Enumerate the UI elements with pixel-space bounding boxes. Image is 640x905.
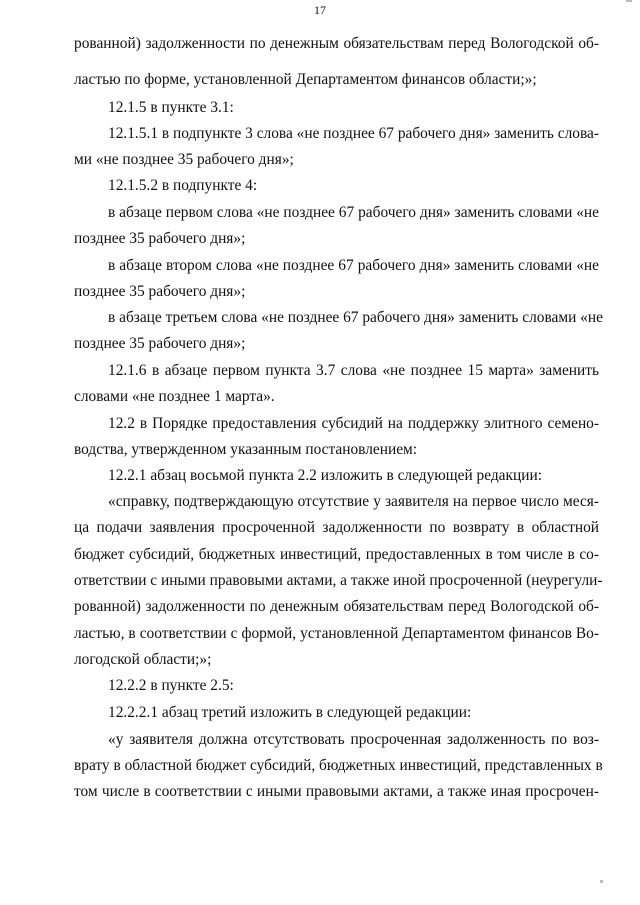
text-line: 12.1.5.2 в подпункте 4:	[108, 177, 258, 194]
text-line: рованной) задолженности по денежным обязательствам перед Вологодской об-	[74, 35, 599, 52]
text-line: 12.2.2 в пункте 2.5:	[108, 677, 234, 694]
text-line: логодской области;»;	[74, 651, 212, 668]
text-line: позднее 35 рабочего дня»;	[74, 230, 246, 247]
text-line: том числе в соответствии с иными правовыми актами, а также иная просрочен-	[74, 783, 599, 800]
text-line: «справку, подтверждающую отсутствие у заявителя на первое число меся-	[108, 493, 599, 510]
text-line: 12.1.5.1 в подпункте 3 слова «не позднее 67 рабочего дня» заменить слова-	[108, 125, 599, 142]
scan-artifact	[626, 0, 632, 2]
text-line: позднее 35 рабочего дня»;	[74, 283, 246, 300]
scan-artifact	[600, 880, 603, 883]
text-line: «у заявителя должна отсутствовать просроченная задолженность по воз-	[108, 731, 599, 748]
text-line: позднее 35 рабочего дня»;	[74, 335, 246, 352]
text-line: 12.2.1 абзац восьмой пункта 2.2 изложить в следующей редакции:	[108, 467, 542, 484]
text-line: в абзаце третьем слова «не позднее 67 рабочего дня» заменить словами «не	[108, 309, 603, 326]
text-line: 12.2 в Порядке предоставления субсидий на поддержку элитного семено-	[108, 415, 599, 432]
text-line: ца подачи заявления просроченной задолженности по возврату в областной	[74, 519, 599, 536]
text-line: в абзаце первом слова «не позднее 67 рабочего дня» заменить словами «не	[108, 204, 599, 221]
text-line: 12.2.2.1 абзац третий изложить в следующей редакции:	[108, 704, 472, 721]
text-line: ластью по форме, установленной Департаментом финансов области;»;	[74, 71, 537, 88]
text-line: врату в областной бюджет субсидий, бюджетных инвестиций, представленных в	[74, 757, 603, 774]
text-line: 12.1.6 в абзаце первом пункта 3.7 слова «не позднее 15 марта» заменить	[108, 362, 599, 379]
text-line: рованной) задолженности по денежным обязательствам перед Вологодской об-	[74, 598, 599, 615]
page-number: 17	[314, 3, 326, 17]
text-line: словами «не позднее 1 марта».	[74, 388, 275, 405]
text-line: ответствии с иными правовыми актами, а также иной просроченной (неурегули-	[74, 572, 603, 589]
text-line: 12.1.5 в пункте 3.1:	[108, 99, 234, 116]
text-line: ластью, в соответствии с формой, установленной Департаментом финансов Во-	[74, 625, 599, 642]
text-line: водства, утвержденном указанным постановлением:	[74, 441, 418, 458]
text-line: ми «не позднее 35 рабочего дня»;	[74, 151, 294, 168]
text-line: бюджет субсидий, бюджетных инвестиций, предоставленных в том числе в со-	[74, 546, 599, 563]
text-line: в абзаце втором слова «не позднее 67 рабочего дня» заменить словами «не	[108, 257, 599, 274]
